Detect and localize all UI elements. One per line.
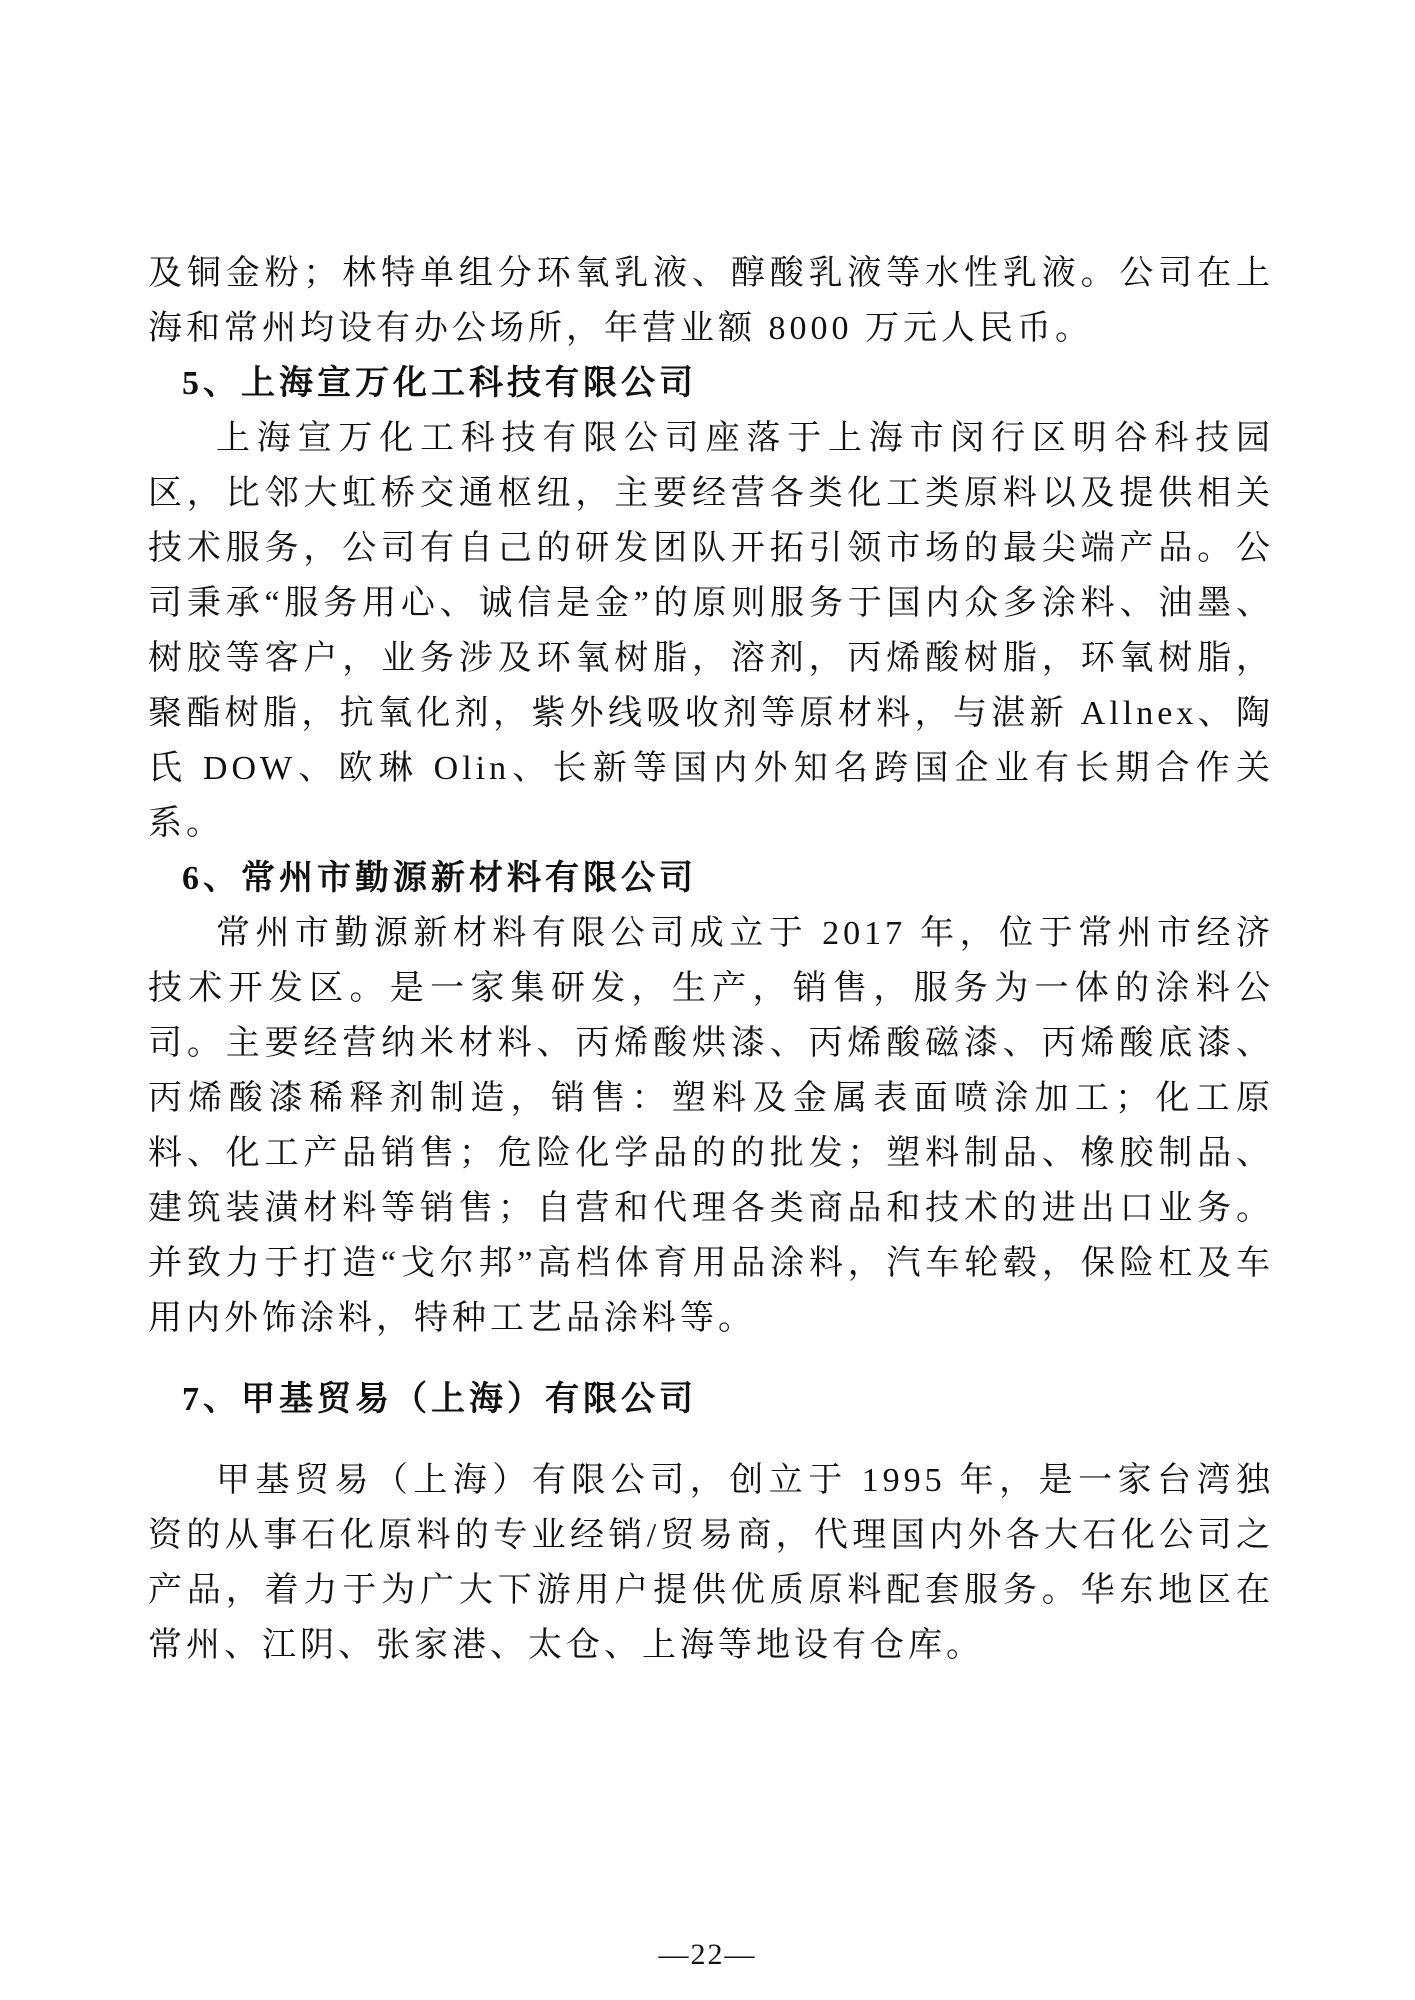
- section-heading-6: 6、常州市勤源新材料有限公司: [182, 860, 697, 897]
- page-number: —22—: [658, 1938, 757, 1971]
- section-heading-5: 5、上海宣万化工科技有限公司: [182, 365, 697, 402]
- section-paragraph-7: 甲基贸易（上海）有限公司，创立于 1995 年，是一家台湾独资的从事石化原料的专业经销/贸易商，代理国内外各大石化公司之产品，着力于为广大下游用户提供优质原料配套服务。华东地区在常州、江阴、张家港、太仓、上海等地设有仓库。: [148, 1462, 1274, 1664]
- section-heading-7: 7、甲基贸易（上海）有限公司: [182, 1381, 697, 1418]
- page-footer: [0, 1938, 1415, 1972]
- section-paragraph-6: 常州市勤源新材料有限公司成立于 2017 年，位于常州市经济技术开发区。是一家集研发，生产，销售，服务为一体的涂料公司。主要经营纳米材料、丙烯酸烘漆、丙烯酸磁漆、丙烯酸底漆、丙烯酸漆稀释剂制造，销售：塑料及金属表面喷涂加工；化工原料、化工产品销售；危险化学品的的批发；塑料制品、橡胶制品、建筑装潢材料等销售；自营和代理各类商品和技术的进出口业务。并致力于打造“戈尔邦”高档体育用品涂料，汽车轮毂，保险杠及车用内外饰涂料，特种工艺品涂料等。: [148, 915, 1274, 1337]
- section-paragraph-5: 上海宣万化工科技有限公司座落于上海市闵行区明谷科技园区，比邻大虹桥交通枢纽，主要经营各类化工类原料以及提供相关技术服务，公司有自己的研发团队开拓引领市场的最尖端产品。公司秉承“服务用心、诚信是金”的原则服务于国内众多涂料、油墨、树胶等客户，业务涉及环氧树脂，溶剂，丙烯酸树脂，环氧树脂，聚酯树脂，抗氧化剂，紫外线吸收剂等原材料，与湛新 Allnex、陶氏 DOW、欧琳 Olin、长新等国内外知名跨国企业有长期合作关系。: [148, 420, 1274, 842]
- paragraph-continuation: 及铜金粉；林特单组分环氧乳液、醇酸乳液等水性乳液。公司在上海和常州均设有办公场所，年营业额 8000 万元人民币。: [148, 255, 1274, 347]
- document-content: [148, 246, 1274, 1673]
